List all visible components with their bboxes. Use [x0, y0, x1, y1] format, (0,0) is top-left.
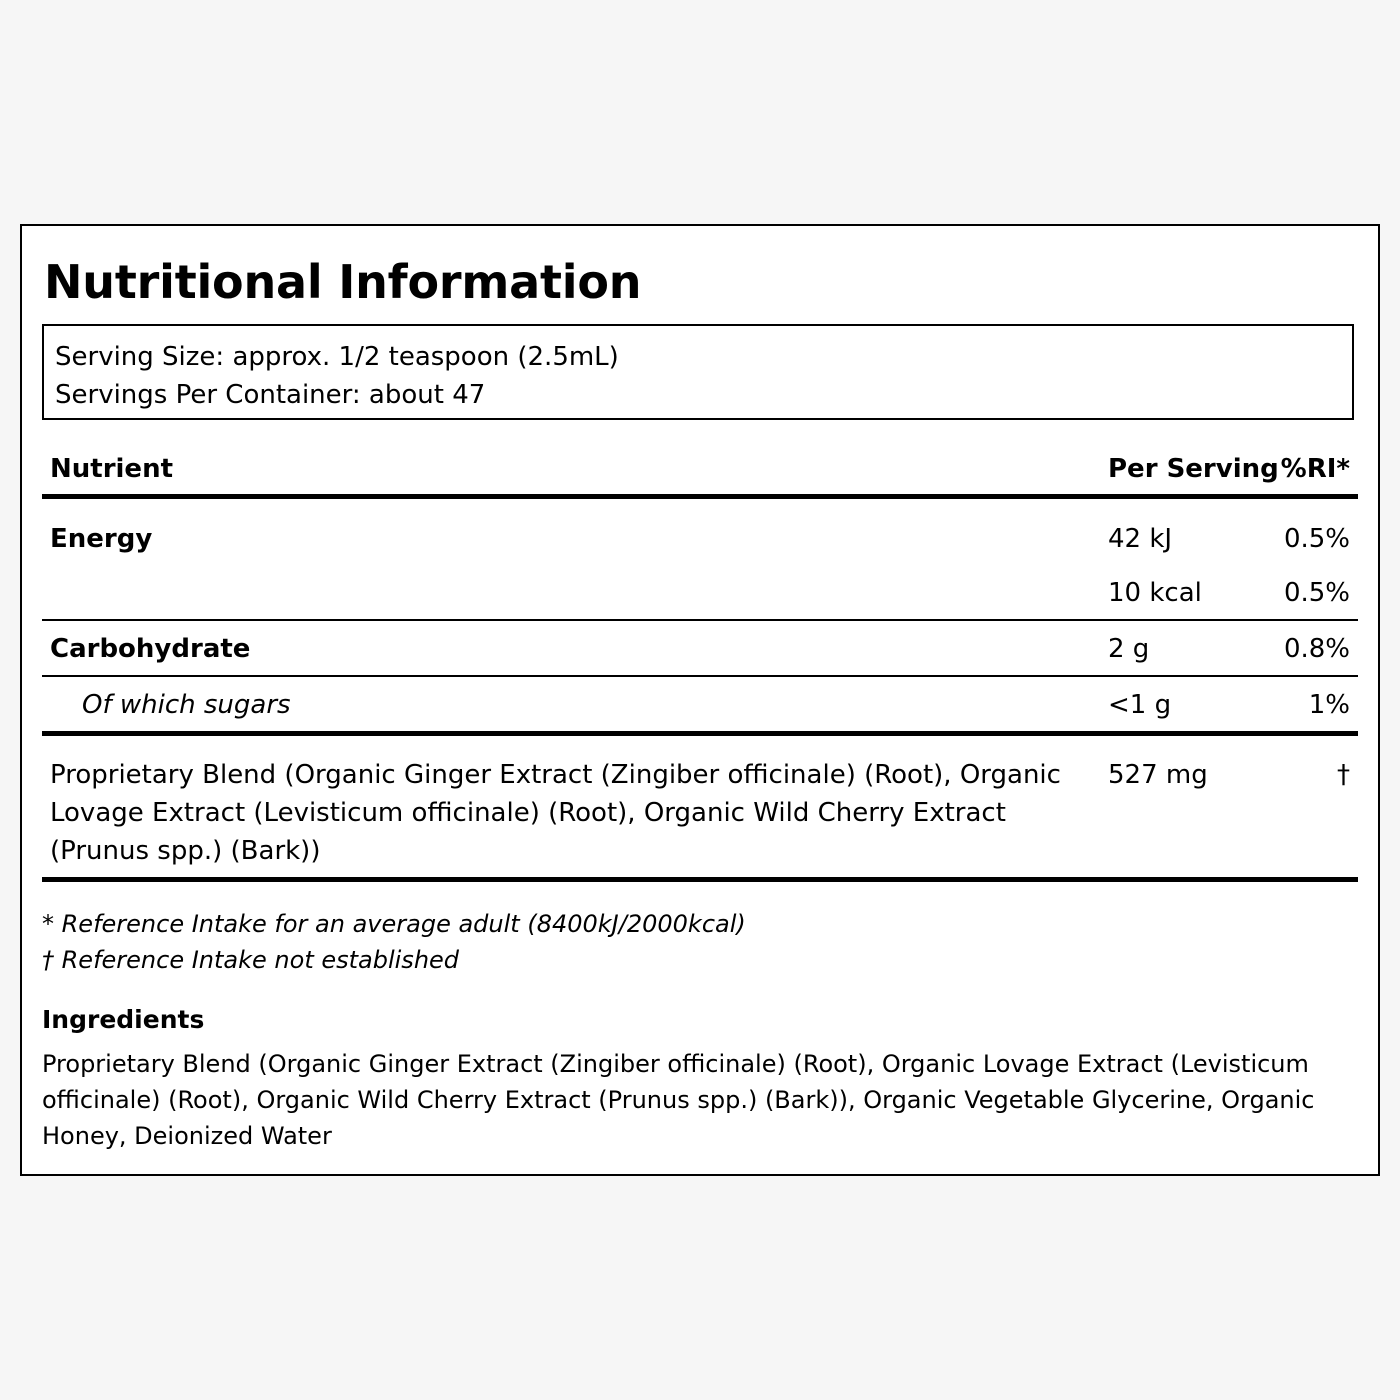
- sugars-ri: 1%: [1308, 690, 1350, 720]
- blend-ri: †: [1337, 760, 1350, 790]
- header-divider: [42, 494, 1358, 499]
- sugars-name: Of which sugars: [82, 690, 291, 720]
- energy-name: Energy: [50, 524, 153, 554]
- header-per-serving: Per Serving: [1108, 454, 1279, 484]
- table-bottom-divider: [42, 877, 1358, 882]
- footnote-reference-intake: * Reference Intake for an average adult (8400kJ/2000kcal): [42, 910, 746, 938]
- footnote-not-established: † Reference Intake not established: [42, 946, 460, 974]
- label-title: Nutritional Information: [44, 255, 642, 309]
- header-nutrient: Nutrient: [50, 454, 174, 484]
- serving-info-box: [42, 324, 1354, 420]
- energy-kj-ri: 0.5%: [1283, 524, 1350, 554]
- blend-name: Proprietary Blend (Organic Ginger Extract (Zingiber officinale) (Root), Organic Lovage Extract (Levisticum officinale) (Root), Organic Wild Cherry Extract (Prunus spp.) (Bark)): [50, 760, 1061, 866]
- ingredients-heading: Ingredients: [42, 1005, 205, 1034]
- carbohydrate-ri: 0.8%: [1283, 634, 1350, 664]
- header-ri: %RI*: [1280, 454, 1350, 484]
- ingredients-text: Proprietary Blend (Organic Ginger Extract (Zingiber officinale) (Root), Organic Lovage Extract (Levisticum officinale) (Root), Organic Wild Cherry Extract (Prunus spp.) (Bark)), Organic Vegetable Glycerine, Organic Honey, Deionized Water: [42, 1050, 1315, 1150]
- energy-kj-amount: 42 kJ: [1108, 524, 1173, 554]
- sugars-amount: <1 g: [1108, 690, 1172, 720]
- serving-size: Serving Size: approx. 1/2 teaspoon (2.5mL): [55, 342, 619, 372]
- energy-kcal-ri: 0.5%: [1283, 578, 1350, 608]
- section-divider: [42, 731, 1358, 736]
- nutrition-label-panel: [20, 224, 1380, 1176]
- carbohydrate-amount: 2 g: [1108, 634, 1150, 664]
- blend-amount: 527 mg: [1108, 760, 1208, 790]
- row-divider: [42, 619, 1358, 621]
- servings-per-container: Servings Per Container: about 47: [55, 380, 486, 410]
- energy-kcal-amount: 10 kcal: [1108, 578, 1202, 608]
- row-divider: [42, 675, 1358, 677]
- carbohydrate-name: Carbohydrate: [50, 634, 251, 664]
